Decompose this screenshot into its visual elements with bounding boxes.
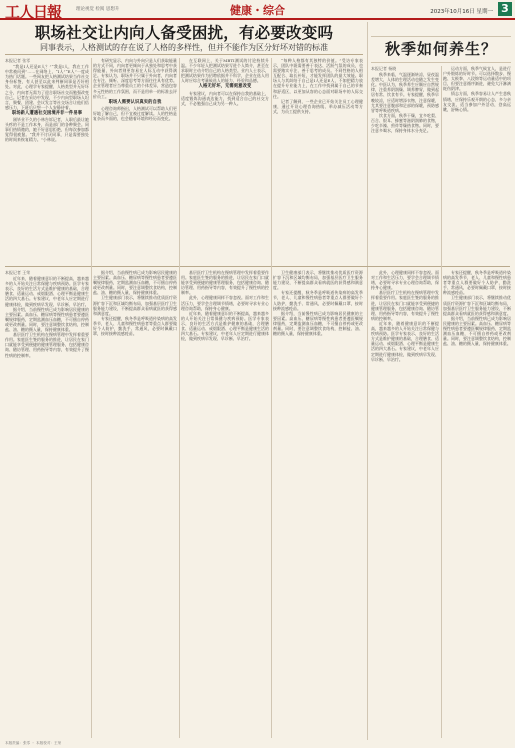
article-byline: 本报记者 张零 <box>5 58 31 63</box>
article-paragraph: “每种人格都有其独特的价值。”受访专家表示，团队中既需要善于表达、活跃气氛的成员，也需要踏实专注、善于思考的成员。不同性格的人相互配合、取长补短，才能发挥团队的最大效能。职场人与其纠结于自己是I人还是E人，不如把精力放在提升专业能力上，在工作中找到属于自己的节奏和舒适区，以更加从容的心态面对职场中的人际交往。 <box>273 58 363 99</box>
lower-paragraph: 此外，心理健康同样不容忽视。面对工作和生活压力，要学会合理调节情绪，必要时寻求专业心理咨询帮助，保持身心健康。 <box>371 270 439 291</box>
lower-column-1 <box>5 270 89 738</box>
lower-paragraph: 据介绍，当前慢性病已成为影响居民健康的主要因素。高血压、糖尿病等慢性病患者要遵医嘱规律服药，定期监测血压血糖，不可擅自停药或更改剂量。同时，要注意调整饮食结构，控制盐、油、糖的摄入量，保持健康体重。 <box>93 270 177 296</box>
lower-column-3 <box>181 270 269 738</box>
lower-column-6 <box>443 270 511 738</box>
masthead-tagline: 理论视觉 检阅 思想升 <box>76 7 120 12</box>
essay-paragraph: 秋季来临，气温逐渐转凉，昼夜温差增大，人体的生理活动也随之发生变化。中医认为，秋季养生应顺应自然规律，注重养阴润燥、调养脾胃，做到起居有常、饮食有节。专家提醒，秋季早晚较凉，应适时增添衣物，注意保暖，尤其要注意腹部和足部的保暖，预防感冒等呼吸道疾病。 <box>371 72 439 113</box>
essay-byline: 本报记者 杨晓 <box>371 66 397 71</box>
lower-paragraph: 据介绍，当前慢性病已成为影响居民健康的主要因素。高血压、糖尿病等慢性病患者要遵医嘱规律服药，定期监测血压血糖，不可擅自停药或更改剂量。同时，要注意调整饮食结构，控制盐、油、糖的摄入量，保持健康体重。 <box>273 310 363 337</box>
article-column-3 <box>181 58 269 264</box>
article-paragraph: 有研究显示，内向与外向只是人们获取能量的方式不同，内向者更倾向于从独处和思考中获得能量，外向者则更容易在人际互动中获得满足。专家认为，职场并不只属于外向者，内向者在专注、倾听、深度思考等方面往往具有优势。企业管理者应当尊重员工的个体差异，营造包容多元性格的工作氛围，而不是用单一的标准去评价员工。 <box>93 58 177 99</box>
lower-paragraph: 近年来，随着健康意识的不断提高，越来越多的人开始关注日常保健与疾病预防。医学专家表示，良好的生活方式是维护健康的基础，合理膳食、适量运动、戒烟限酒、心理平衡是健康生活的四大基石。专家建议，中老年人应定期进行健康体检，做到疾病早发现、早诊断、早治疗。 <box>371 320 439 362</box>
lower-paragraph: 基层医疗卫生机构在慢病管理中发挥着重要作用。家庭医生签约服务的推进，让居民在家门口就能享受到便捷的健康管理服务，包括健康咨询、随访管理、用药指导等内容，有效提升了慢性病的控制率。 <box>371 290 439 321</box>
column-divider <box>179 58 180 738</box>
issue-date: 2023年10月16日 星期一 <box>430 9 493 15</box>
article-paragraph: 刚毕业不久的小林告诉记者，入职后最让她头疼的不是工作本身，而是部门的各种聚会。同事们热情邀约，她不好意思拒绝，但每次参加都觉得很疲惫。“我并不讨厌同事，只是需要独处的时间来恢复精力。”小林说。 <box>5 117 89 143</box>
newspaper-logo: 工人日報 <box>5 3 62 21</box>
essay-column-1 <box>371 66 439 256</box>
article-subhead: 同事表示，人格测试的存在说了人格的多样性，但并不能作为区分好坏对错的标准 <box>40 43 328 52</box>
lower-column-5 <box>371 270 439 738</box>
masthead <box>0 0 515 20</box>
column-divider <box>367 22 368 740</box>
article-subtitle: 职场新人遭遇社交困境并非一件易事 <box>11 110 83 116</box>
article-paragraph: “我是I人还是E人？”“我是I人，我在工作中常被问到”……在网络上，“I人”“E人”一度成为热门话题。一些网友把人格测试结果当作社交身份标签，有人甚至以此来判断同事是否好相处。对此，心理学专家提醒，人格类型并无好坏之分，内向者无需为了迎合职场社交而勉强改变自己。记者在采访中发现，不少内向型职场人坦言，聚餐、团建、会议发言等社交场合让他们倍感压力，下班后只想一个人安静待着。 <box>5 64 89 110</box>
page-footer: 本版责编：张零 ・ 本版校对：王荣 <box>5 741 62 745</box>
lower-byline: 本报记者 王荣 <box>5 270 31 275</box>
essay-title: 秋季如何养生？ <box>371 36 511 63</box>
essay-paragraph: 情志方面，秋季容易让人产生悲秋情绪，应保持乐观开朗的心态，多与亲友交流，适当参加户外活动，登高远眺，舒畅心情。 <box>443 91 511 112</box>
essay-paragraph: 饮食方面，秋季干燥，宜多吃梨、百合、银耳、蜂蜜等滋阴润肺的食物，少吃辛辣、煎炸等燥热食物。同时，要注意多喝水，保持身体水分充足。 <box>371 112 439 134</box>
article-headline: 职场社交让内向人备受困扰，有必要改变吗 <box>34 24 334 42</box>
lower-paragraph: 基层医疗卫生机构在慢病管理中发挥着重要作用。家庭医生签约服务的推进，让居民在家门口就能享受到便捷的健康管理服务，包括健康咨询、随访管理、用药指导等内容，有效提升了慢性病的控制率。 <box>181 270 269 296</box>
article-subtitle: 职场人需要认识真实的自我 <box>108 99 162 105</box>
lower-column-4 <box>273 270 363 738</box>
section-divider <box>5 266 510 267</box>
headline-rule <box>5 54 363 55</box>
article-column-1 <box>5 58 89 264</box>
column-divider <box>441 66 442 738</box>
column-divider <box>91 58 92 738</box>
article-subtitle: 人格无好坏，无需刻意改变 <box>198 84 252 90</box>
article-column-4 <box>273 58 363 264</box>
article-column-2 <box>93 58 177 264</box>
article-paragraph: 专家建议，内向者可以在保持自我的基础上，适度锻炼沟通表达能力，找到适合自己的社交方式，不必勉强自己成为另一种人。 <box>181 90 269 106</box>
lower-paragraph: 专家还提醒，秋冬季是呼吸道传染病的高发季节，老人、儿童和慢性病患者等重点人群要做好个人防护，勤洗手、常通风，必要时佩戴口罩，按时接种流感疫苗。 <box>273 290 363 311</box>
lower-paragraph: 近年来，随着健康意识的不断提高，越来越多的人开始关注日常保健与疾病预防。医学专家表示，良好的生活方式是维护健康的基础，合理膳食、适量运动、戒烟限酒、心理平衡是健康生活的四大基石。专家建议，中老年人应定期进行健康体检，做到疾病早发现、早诊断、早治疗。 <box>181 310 269 342</box>
lower-paragraph: 基层医疗卫生机构在慢病管理中发挥着重要作用。家庭医生签约服务的推进，让居民在家门口就能享受到便捷的健康管理服务，包括健康咨询、随访管理、用药指导等内容，有效提升了慢性病的控制率。 <box>5 332 89 358</box>
lower-paragraph: 专家还提醒，秋冬季是呼吸道传染病的高发季节，老人、儿童和慢性病患者等重点人群要做好个人防护，勤洗手、常通风，必要时佩戴口罩，按时接种流感疫苗。 <box>93 315 177 337</box>
lower-paragraph: 此外，心理健康同样不容忽视。面对工作和生活压力，要学会合理调节情绪，必要时寻求专业心理咨询帮助，保持身心健康。 <box>181 295 269 311</box>
essay-paragraph: 运动方面，秋季气候宜人，是进行户外锻炼的好时节。可以选择散步、慢跑、太极拳、八段锦等运动量适中的项目，但要注意循序渐进，避免大汗淋漓耗伤阴津。 <box>443 66 511 92</box>
lower-paragraph: 据介绍，当前慢性病已成为影响居民健康的主要因素。高血压、糖尿病等慢性病患者要遵医嘱规律服药，定期监测血压血糖，不可擅自停药或更改剂量。同时，要注意调整饮食结构，控制盐、油、糖的摄入量，保持健康体重。 <box>443 315 511 347</box>
essay-column-2 <box>443 66 511 256</box>
lower-paragraph: 卫生健康部门表示，将继续推动优质医疗资源扩容下沉和区域均衡布局，加强基层医疗卫生服务能力建设，不断提高群众看病就医的获得感和满意度。 <box>273 270 363 291</box>
lower-column-2 <box>93 270 177 738</box>
column-divider <box>271 58 272 738</box>
article-paragraph: 在互联网上，关于MBTI测试的讨论持续升温。不少年轻人把测试结果写进个人简介，甚至在求职时主动介绍自己的人格类型。业内人士表示，把测试结果作为招聘依据并不科学，企业在选人用人时应综合考量候选人的能力、经验和品德。 <box>181 58 269 84</box>
lower-paragraph: 专家还提醒，秋冬季是呼吸道传染病的高发季节，老人、儿童和慢性病患者等重点人群要做好个人防护，勤洗手、常通风，必要时佩戴口罩，按时接种流感疫苗。 <box>443 270 511 296</box>
section-title: 健康・综合 <box>230 4 285 17</box>
article-paragraph: 记者了解到，一些企业已开始关注员工心理健康，通过开设心理咨询热线、举办减压活动等方式，为员工提供支持。 <box>273 98 363 114</box>
lower-paragraph: 卫生健康部门表示，将继续推动优质医疗资源扩容下沉和区域均衡布局，加强基层医疗卫生服务能力建设，不断提高群众看病就医的获得感和满意度。 <box>443 295 511 316</box>
lower-paragraph: 据介绍，当前慢性病已成为影响居民健康的主要因素。高血压、糖尿病等慢性病患者要遵医嘱规律服药，定期监测血压血糖，不可擅自停药或更改剂量。同时，要注意调整饮食结构，控制盐、油、糖的摄入量，保持健康体重。 <box>5 306 89 333</box>
page-number: 3 <box>498 2 512 16</box>
article-paragraph: 心理咨询师指出，人格测试可以帮助人们更好地了解自己，但不宜被过度解读。人的性格是复杂而多面的，也会随着环境和经历而变化。 <box>93 105 177 122</box>
lower-paragraph: 卫生健康部门表示，将继续推动优质医疗资源扩容下沉和区域均衡布局，加强基层医疗卫生服务能力建设，不断提高群众看病就医的获得感和满意度。 <box>93 295 177 316</box>
lower-paragraph: 近年来，随着健康意识的不断提高，越来越多的人开始关注日常保健与疾病预防。医学专家表示，良好的生活方式是维护健康的基础，合理膳食、适量运动、戒烟限酒、心理平衡是健康生活的四大基石。专家建议，中老年人应定期进行健康体检，做到疾病早发现、早诊断、早治疗。 <box>5 276 89 307</box>
